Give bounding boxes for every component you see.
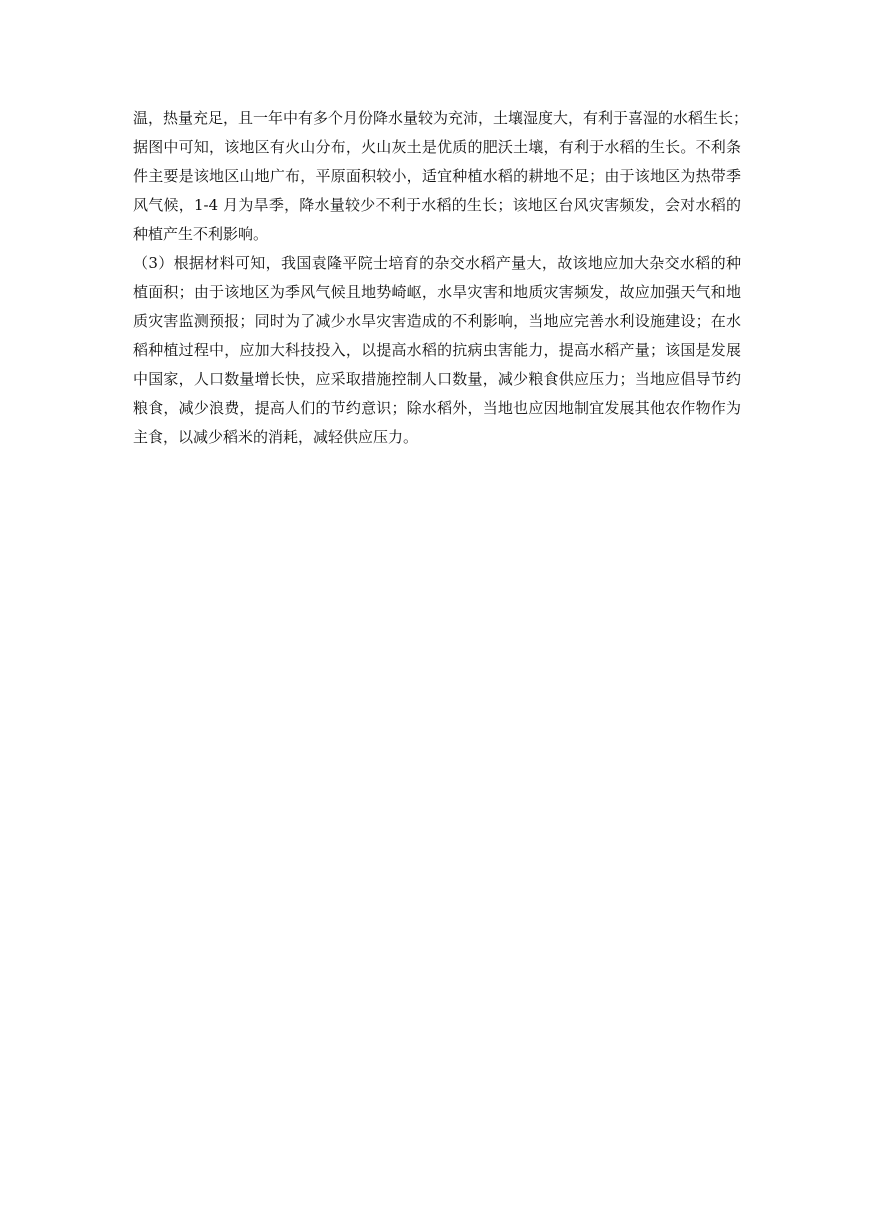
text-line: 温，热量充足，且一年中有多个月份降水量较为充沛，土壤湿度大，有利于喜湿的水稻生长； [133,109,749,127]
text-line: （3）根据材料可知，我国袁隆平院士培育的杂交水稻产量大，故该地应加大杂交水稻的种 [133,254,741,272]
text-line: 据图中可知，该地区有火山分布，火山灰土是优质的肥沃土壤，有利于水稻的生长。不利条 [133,138,741,156]
paragraph-answer-3 [133,249,741,452]
text-line: 风气候，1-4 月为旱季，降水量较少不利于水稻的生长；该地区台风灾害频发，会对水稻的 [133,196,741,214]
text-line: 件主要是该地区山地广布，平原面积较小，适宜种植水稻的耕地不足；由于该地区为热带季 [133,167,741,185]
text-line: 主食，以减少稻米的消耗，减轻供应压力。 [133,428,419,446]
paragraph-climate-conditions [133,104,749,249]
text-line: 种植产生不利影响。 [133,225,269,243]
text-line: 中国家，人口数量增长快，应采取措施控制人口数量，减少粮食供应压力；当地应倡导节约 [133,370,741,388]
text-line: 植面积；由于该地区为季风气候且地势崎岖，水旱灾害和地质灾害频发，故应加强天气和地 [133,283,741,301]
text-line: 稻种植过程中，应加大科技投入，以提高水稻的抗病虫害能力，提高水稻产量；该国是发展 [133,341,741,359]
text-line: 粮食，减少浪费，提高人们的节约意识；除水稻外，当地也应因地制宜发展其他农作物作为 [133,399,741,417]
text-line: 质灾害监测预报；同时为了减少水旱灾害造成的不利影响，当地应完善水利设施建设；在水 [133,312,741,330]
answer-text [133,104,749,452]
